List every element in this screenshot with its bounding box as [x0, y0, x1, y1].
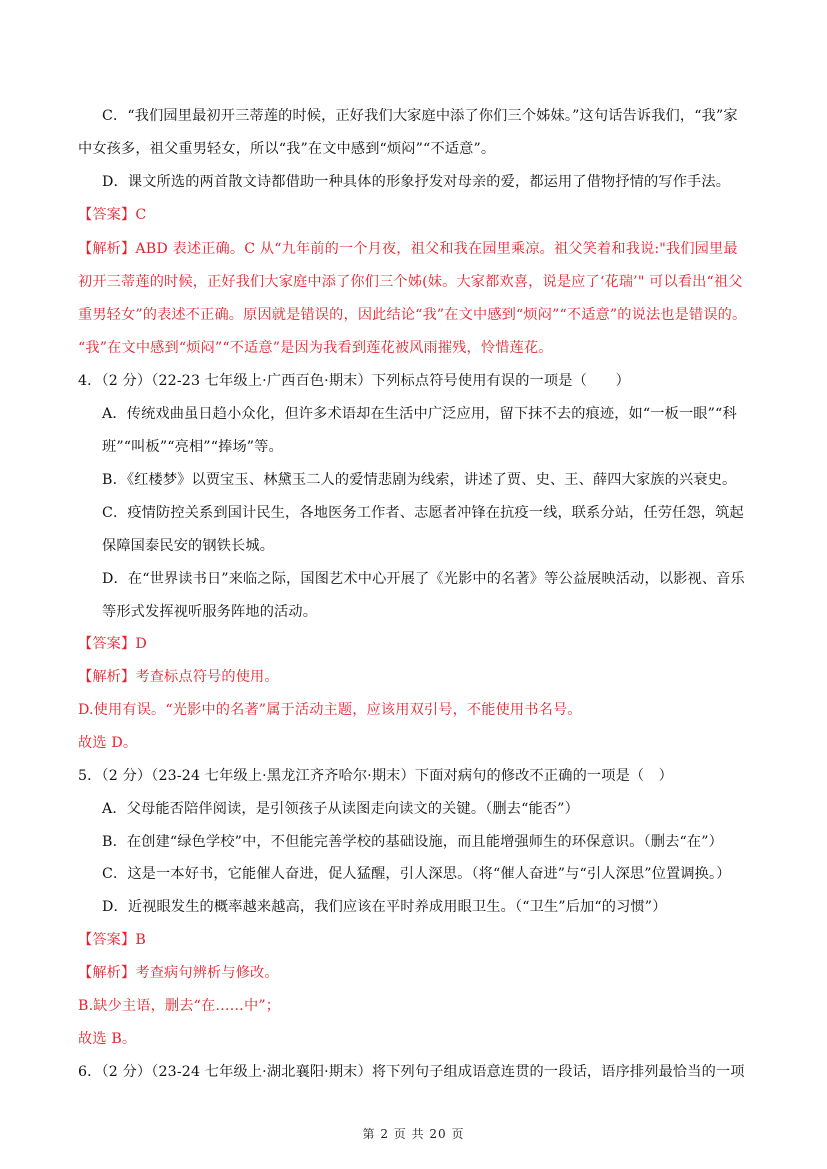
q3-answer: 【答案】C	[78, 207, 147, 223]
q4-option-c-line1: C．疫情防控关系到国计民生，各地医务工作者、志愿者冲锋在抗疫一线，联系分站，任劳任怨，筑起	[102, 505, 744, 521]
q6-stem: 6．（2 分）（23-24 七年级上·湖北襄阳·期末）将下列句子组成语意连贯的一段话，语序排列最恰当的一项	[78, 1064, 745, 1080]
q5-option-d: D．近视眼发生的概率越来越高，我们应该在平时养成用眼卫生。（“卫生”后加“的习惯”）	[102, 899, 667, 915]
q5-analysis-line1: 【解析】考查病句辨析与修改。	[78, 965, 279, 981]
q4-answer: 【答案】D	[78, 636, 147, 652]
q4-option-a-line1: A．传统戏曲虽日趋小众化，但许多术语却在生活中广泛应用，留下抹不去的痕迹，如“一板一眼”“科	[102, 406, 737, 422]
q4-option-b: B．《红楼梦》以贾宝玉、林黛玉二人的爱情悲剧为线索，讲述了贾、史、王、薛四大家族的兴衰史。	[102, 472, 737, 488]
q4-analysis-line3: 故选 D。	[78, 735, 138, 751]
q3-analysis-line4: “我”在文中感到“烦闷”“不适意”是因为我看到莲花被风雨摧残，怜惜莲花。	[78, 340, 553, 356]
q5-stem: 5．（2 分）（23-24 七年级上·黑龙江齐齐哈尔·期末）下面对病句的修改不正确的一项是（ ）	[78, 768, 673, 784]
q4-option-d-line2: 等形式发挥视听服务阵地的活动。	[102, 604, 318, 620]
q4-analysis-line2: D.使用有误。“光影中的名著”属于活动主题，应该用双引号，不能使用书名号。	[78, 702, 582, 718]
q5-option-b: B．在创建“绿色学校”中，不但能完善学校的基础设施，而且能增强师生的环保意识。（删去“在”）	[102, 834, 723, 850]
q5-option-a: A．父母能否陪伴阅读，是引领孩子从读图走向读文的关键。（删去“能否”）	[102, 801, 579, 817]
q3-option-c-line2: 中女孩多，祖父重男轻女，所以“我”在文中感到“烦闷”“不适意”。	[78, 141, 496, 157]
q4-option-c-line2: 保障国泰民安的钢铁长城。	[102, 538, 275, 554]
q5-option-c: C．这是一本好书，它能催人奋进，促人猛醒，引人深思。（将“催人奋进”与“引人深思”位置调换。）	[102, 866, 731, 882]
q5-analysis-line2: B.缺少主语，删去“在……中”；	[78, 998, 281, 1014]
q5-analysis-line3: 故选 B。	[78, 1031, 137, 1047]
q3-analysis-line3: 重男轻女”的表述不正确。原因就是错误的，因此结论“我”在文中感到“烦闷”“不适意”的说法也是错误的。	[78, 307, 747, 323]
q5-answer: 【答案】B	[78, 932, 146, 948]
q3-option-d: D．课文所选的两首散文诗都借助一种具体的形象抒发对母亲的爱，都运用了借物抒情的写作手法。	[102, 174, 731, 190]
q4-option-d-line1: D．在“世界读书日”来临之际，国图艺术中心开展了《光影中的名著》等公益展映活动，以影视、音乐	[102, 571, 745, 587]
q4-stem: 4．（2 分）（22-23 七年级上·广西百色·期末）下列标点符号使用有误的一项是（ ）	[78, 373, 630, 389]
q4-option-a-line2: 班”“叫板”“亮相”“捧场”等。	[102, 439, 283, 455]
q3-analysis-line1: 【解析】ABD 表述正确。C 从“九年前的一个月夜，祖父和我在园里乘凉。祖父笑着和我说:"我们园里最	[78, 241, 738, 257]
page-footer: 第 2 页 共 20 页	[362, 1127, 465, 1141]
q3-analysis-line2: 初开三蒂莲的时候，正好我们大家庭中添了你们三个姊(妹。大家都欢喜，说是应了‘花瑞’" 可以看出“祖父	[78, 274, 743, 290]
q3-option-c-line1: C．“我们园里最初开三蒂莲的时候，正好我们大家庭中添了你们三个姊妹。”这句话告诉我们，“我”家	[102, 108, 738, 124]
q4-analysis-line1: 【解析】考查标点符号的使用。	[78, 669, 279, 685]
